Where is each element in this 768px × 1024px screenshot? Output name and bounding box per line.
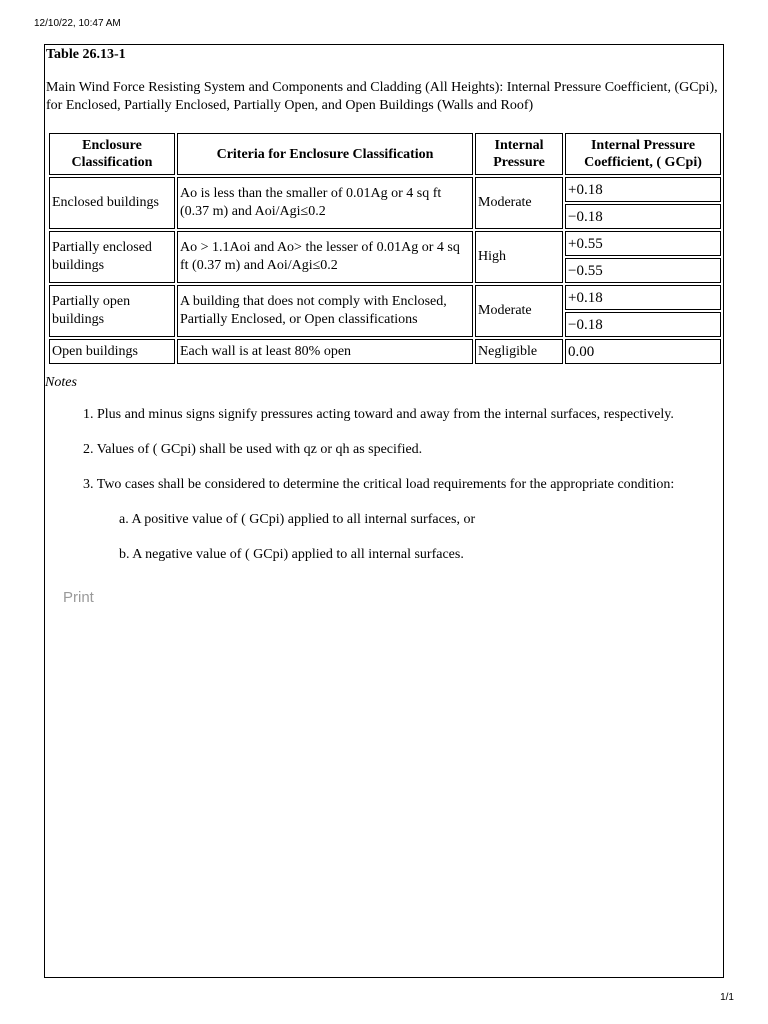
header-criteria: Criteria for Enclosure Classification: [177, 133, 473, 175]
table-caption: Main Wind Force Resisting System and Components and Cladding (All Heights): Internal Pressure Coefficient, (GCpi), for Enclosed, Partially Enclosed, Partially Open, and Open Buildings (Walls and Roof): [46, 80, 718, 113]
criteria-cell: Ao is less than the smaller of 0.01Ag or 4 sq ft (0.37 m) and Aoi/Agi≤0.2: [177, 177, 473, 229]
table-row: [49, 231, 721, 256]
coefficient-cell: 0.00: [565, 339, 721, 364]
header-coefficient: Internal Pressure Coefficient, ( GCpi): [565, 133, 721, 175]
criteria-cell: A building that does not comply with Enclosed, Partially Enclosed, or Open classifications: [177, 285, 473, 337]
sub-note-item: b. A negative value of ( GCpi) applied to all internal surfaces.: [119, 547, 464, 562]
classification-cell: Partially open buildings: [49, 285, 175, 337]
classification-cell: Partially enclosed buildings: [49, 231, 175, 283]
table-row: [49, 177, 721, 202]
criteria-cell: Each wall is at least 80% open: [177, 339, 473, 364]
coefficient-cell: +0.18: [565, 285, 721, 310]
header-pressure: Internal Pressure: [475, 133, 563, 175]
sub-note-item: a. A positive value of ( GCpi) applied to all internal surfaces, or: [119, 512, 476, 527]
print-button[interactable]: Print: [63, 589, 94, 606]
table-row: [49, 285, 721, 310]
classification-cell: Enclosed buildings: [49, 177, 175, 229]
pressure-cell: Moderate: [475, 177, 563, 229]
coefficient-cell: +0.55: [565, 231, 721, 256]
table-row: [49, 339, 721, 364]
document-frame: [44, 44, 724, 978]
pressure-coefficient-table: [47, 131, 723, 366]
print-timestamp: 12/10/22, 10:47 AM: [34, 18, 121, 29]
coefficient-cell: +0.18: [565, 177, 721, 202]
note-item: 2. Values of ( GCpi) shall be used with qz or qh as specified.: [83, 442, 423, 457]
coefficient-cell: −0.18: [565, 312, 721, 337]
header-enclosure: Enclosure Classification: [49, 133, 175, 175]
table-title: Table 26.13-1: [46, 47, 126, 62]
criteria-cell: Ao > 1.1Aoi and Ao> the lesser of 0.01Ag or 4 sq ft (0.37 m) and Aoi/Agi≤0.2: [177, 231, 473, 283]
coefficient-cell: −0.18: [565, 204, 721, 229]
pressure-cell: Moderate: [475, 285, 563, 337]
coefficient-cell: −0.55: [565, 258, 721, 283]
page-number: 1/1: [720, 992, 734, 1003]
pressure-cell: Negligible: [475, 339, 563, 364]
note-item: 1. Plus and minus signs signify pressures acting toward and away from the internal surfaces, respectively.: [83, 407, 674, 422]
notes-heading: Notes: [45, 375, 77, 390]
header-row: [49, 133, 721, 175]
note-item: 3. Two cases shall be considered to determine the critical load requirements for the appropriate condition:: [83, 477, 675, 492]
classification-cell: Open buildings: [49, 339, 175, 364]
pressure-cell: High: [475, 231, 563, 283]
